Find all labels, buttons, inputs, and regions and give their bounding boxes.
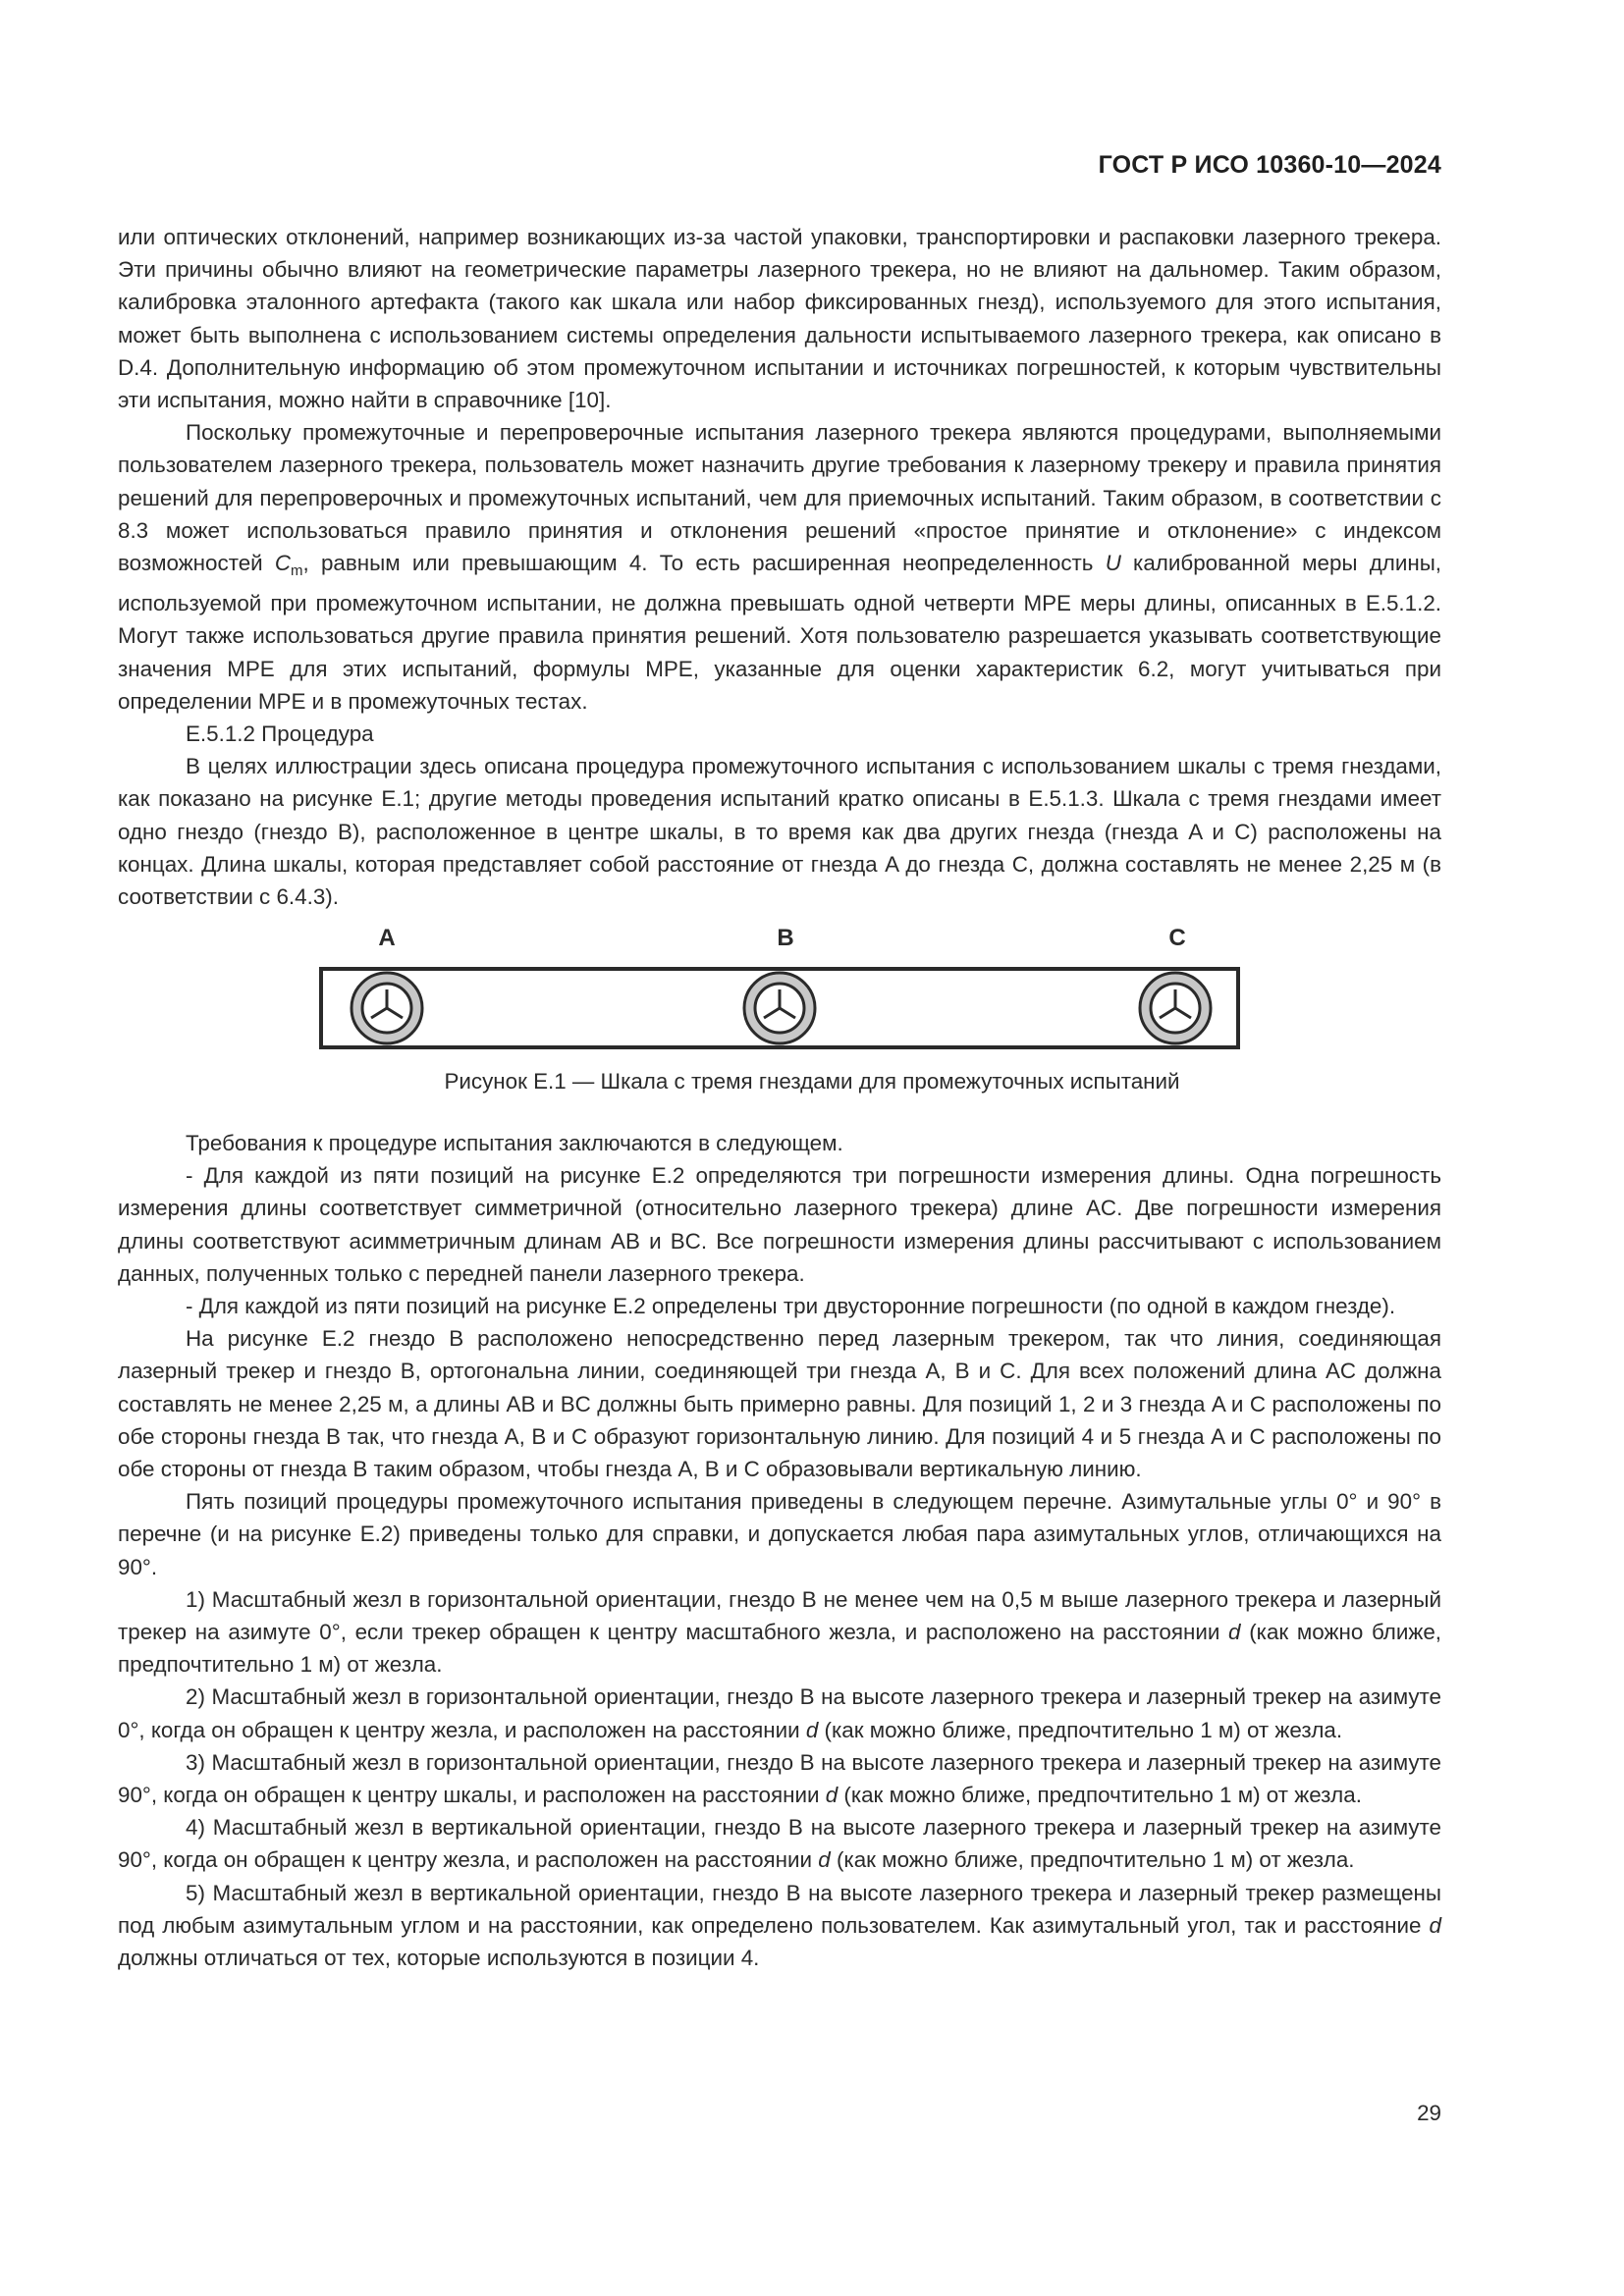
paragraph: или оптических отклонений, например возникающих из-за частой упаковки, транспортировки и распаковки лазерного трекера. Эти причины обычно влияют на геометрические параметры лазерного трекера, но не влияют на дальномер. Таким образом, калибровка эталонного артефакта (такого как шкала или набор фиксированных гнезд), используемого для этого испытания, может быть выполнена с использованием системы определения дальности испытываемого лазерного трекера, как описано в D.4. Дополнительную информацию об этом промежуточном испытании и источниках погрешностей, к которым чувствительны эти испытания, можно найти в справочнике [10]. xyxy=(118,225,1441,413)
list-item: 1) Масштабный жезл в горизонтальной ориентации, гнездо B не менее чем на 0,5 м выше лазерного трекера и лазерный трекер на азимуте 0°, если трекер обращен к центру масштабного жезла, и расположено на расстоянии d (как можно ближе, предпочтительно 1 м) от жезла. xyxy=(118,1586,1442,1678)
paragraph: На рисунке E.2 гнездо B расположено непосредственно перед лазерным трекером, так что линия, соединяющая лазерный трекер и гнездо B, ортогональна линии, соединяющей три гнезда A, B и C. Для всех положений длина AC должна составлять не менее 2,25 м, а длины AB и BC должны быть примерно равны. Для позиций 1, 2 и 3 гнезда A и C расположены по обе стороны гнезда B так, что гнезда A, B и C образуют горизонтальную линию. Для позиций 4 и 5 гнезда A и C расположены по обе стороны от гнезда B таким образом, чтобы гнезда A, B и C образовывали вертикальную линию. xyxy=(118,1326,1441,1482)
list-item: 4) Масштабный жезл в вертикальной ориентации, гнездо B на высоте лазерного трекера и лазерный трекер на азимуте 90°, когда он обращен к центру жезла, и расположен на расстоянии d (как можно ближе, предпочтительно 1 м) от жезла. xyxy=(118,1815,1441,1873)
paragraph: Требования к процедуре испытания заключаются в следующем. xyxy=(186,1131,843,1155)
paragraph: Пять позиций процедуры промежуточного испытания приведены в следующем перечне. Азимутальные углы 0° и 90° в перечне (и на рисунке E.2) приведены только для справки, и допускается любая пара азимутальных углов, отличающихся на 90°. xyxy=(118,1489,1441,1579)
nest-label-b: B xyxy=(777,925,794,951)
nest-c-icon xyxy=(1140,973,1211,1043)
paragraph: Поскольку промежуточные и перепроверочные испытания лазерного трекера являются процедурами, выполняемыми пользователем лазерного трекера, пользователь может назначить другие требования к лазерному трекеру и правила принятия решений для перепроверочных и промежуточных испытаний, чем для приемочных испытаний. Таким образом, в соответствии с 8.3 может использоваться правило принятия и отклонения решений «простое принятие и отклонение» с индексом возможностей $C_m$, равным или превышающим 4. То есть расширенная неопределенность U калиброванной меры длины, используемой при промежуточном испытании, не должна превышать одной четверти MPE меры длины, описанных в E.5.1.2. Могут также использоваться другие правила принятия решений. Хотя пользователю разрешается указывать соответствующие значения MPE для этих испытаний, формулы MPE, указанные для оценки характеристик 6.2, могут учитываться при определении MPE и в промежуточных тестах. xyxy=(118,420,1442,714)
section-heading: E.5.1.2 Процедура xyxy=(186,721,374,747)
list-item: - Для каждой из пяти позиций на рисунке E.2 определяются три погрешности измерения длины. Одна погрешность измерения длины соответствует симметричной (относительно лазерного трекера) длине AC. Две погрешности измерения длины соответствуют асимметричным длинам AB и BC. Все погрешности измерения длины рассчитывают с использованием данных, полученных только с передней панели лазерного трекера. xyxy=(118,1163,1441,1286)
text-block-lower xyxy=(118,1127,1441,1974)
list-item: 5) Масштабный жезл в вертикальной ориентации, гнездо B на высоте лазерного трекера и лазерный трекер размещены под любым азимутальным углом и на расстоянии, как определено пользователем. Как азимутальный угол, так и расстояние d должны отличаться от тех, которые используются в позиции 4. xyxy=(118,1880,1441,1971)
page-number: 29 xyxy=(1417,2101,1441,2125)
nest-label-c: C xyxy=(1168,925,1186,951)
list-item: 3) Масштабный жезл в горизонтальной ориентации, гнездо B на высоте лазерного трекера и лазерный трекер на азимуте 90°, когда он обращен к центру шкалы, и расположен на расстоянии d (как можно ближе, предпочтительно 1 м) от жезла. xyxy=(118,1749,1441,1808)
list-item: - Для каждой из пяти позиций на рисунке E.2 определены три двусторонние погрешности (по одной в каждом гнезде). xyxy=(186,1294,1396,1319)
text-block-upper xyxy=(118,221,1441,913)
figure-three-nest-bar xyxy=(316,918,1243,1055)
nest-a-icon xyxy=(352,973,422,1043)
document-code-header: ГОСТ Р ИСО 10360-10—2024 xyxy=(1098,151,1441,179)
nest-b-icon xyxy=(744,973,815,1043)
paragraph: В целях иллюстрации здесь описана процедура промежуточного испытания с использованием шкалы с тремя гнездами, как показано на рисунке E.1; другие методы проведения испытаний кратко описаны в E.5.1.3. Шкала с тремя гнездами имеет одно гнездо (гнездо B), расположенное в центре шкалы, в то время как два других гнезда (гнезда A и C) расположены на концах. Длина шкалы, которая представляет собой расстояние от гнезда A до гнезда C, должна составлять не менее 2,25 м (в соответствии с 6.4.3). xyxy=(118,754,1441,910)
figure-caption: Рисунок E.1 — Шкала с тремя гнездами для промежуточных испытаний xyxy=(444,1069,1180,1094)
nest-label-a: A xyxy=(378,925,396,951)
list-item: 2) Масштабный жезл в горизонтальной ориентации, гнездо B на высоте лазерного трекера и лазерный трекер на азимуте 0°, когда он обращен к центру жезла, и расположен на расстоянии d (как можно ближе, предпочтительно 1 м) от жезла. xyxy=(118,1684,1441,1742)
